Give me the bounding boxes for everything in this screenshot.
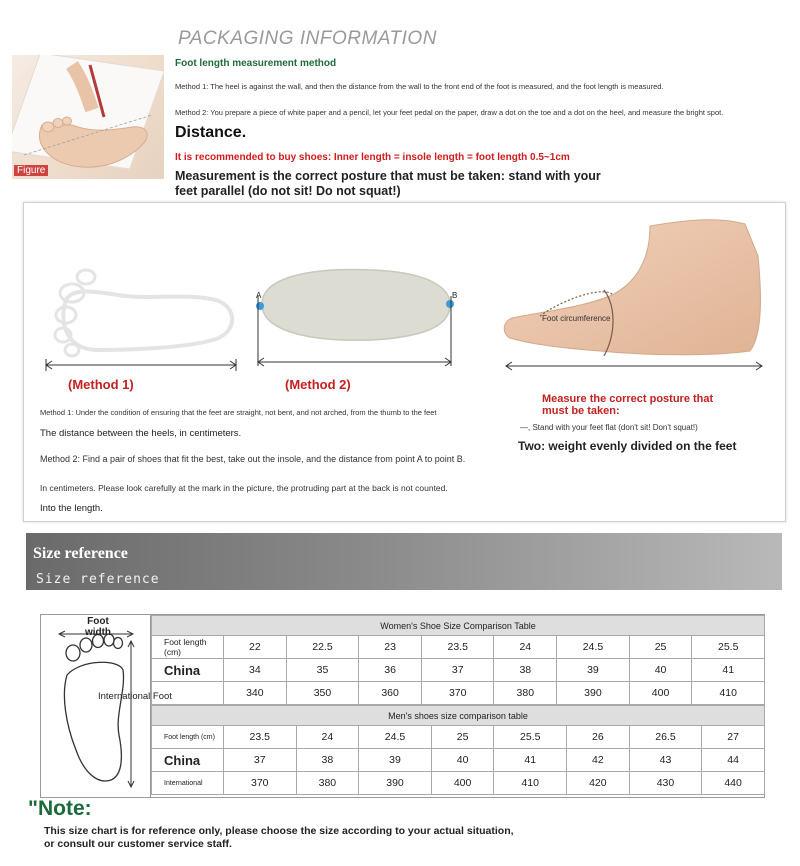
table-cell: 340: [224, 682, 287, 705]
table-cell: 24: [494, 636, 557, 659]
international-foot-label: International Foot: [98, 691, 172, 702]
size-reference-title: Size reference: [33, 545, 128, 562]
table-cell: 25: [431, 726, 494, 749]
table-cell: 23.5: [421, 636, 494, 659]
table-cell: 22.5: [286, 636, 359, 659]
size-reference-subtitle: Size reference: [36, 572, 160, 587]
table-cell: 34: [224, 659, 287, 682]
method2-label: (Method 2): [285, 377, 351, 392]
table-cell: 39: [557, 659, 630, 682]
table-cell: 23: [359, 636, 422, 659]
women-table-caption: Women's Shoe Size Comparison Table: [152, 616, 765, 636]
women-international-header: [152, 682, 224, 705]
table-cell: 430: [629, 772, 702, 795]
table-cell: 370: [421, 682, 494, 705]
method1-description: Method 1: Under the condition of ensuring that the feet are straight, not bent, and not arched, from the thumb to the feet: [40, 408, 437, 417]
table-cell: 38: [296, 749, 359, 772]
men-china-row: [152, 749, 765, 772]
into-length-text: Into the length.: [40, 503, 103, 514]
women-foot-length-row: [152, 636, 765, 659]
table-cell: 24: [296, 726, 359, 749]
table-cell: 25: [629, 636, 692, 659]
men-international-header: International: [152, 772, 224, 795]
table-cell: 40: [629, 659, 692, 682]
table-cell: 41: [494, 749, 567, 772]
table-cell: 42: [567, 749, 630, 772]
table-cell: 420: [567, 772, 630, 795]
women-caption-row: [152, 616, 765, 636]
women-international-row: [152, 682, 765, 705]
men-foot-length-header: Foot length (cm): [152, 726, 224, 749]
table-cell: 43: [629, 749, 702, 772]
method2-text: Method 2: You prepare a piece of white paper and a pencil, let your feet pedal on the paper, draw a dot on the toe and a dot on the heel, and measure the bright spot.: [175, 108, 724, 117]
foot-outline-icon: [41, 615, 151, 797]
table-cell: 37: [421, 659, 494, 682]
men-china-header: China: [152, 749, 224, 772]
table-cell: 26: [567, 726, 630, 749]
method1-label: (Method 1): [68, 377, 134, 392]
foot-photo-illustration: [12, 55, 164, 179]
point-b-label: B: [452, 291, 458, 300]
table-cell: 24.5: [557, 636, 630, 659]
table-cell: 360: [359, 682, 422, 705]
table-cell: 380: [494, 682, 557, 705]
table-cell: 380: [296, 772, 359, 795]
foot-outline-diagram: [41, 615, 151, 797]
women-foot-length-header: Foot length (cm): [152, 636, 224, 659]
table-cell: 23.5: [224, 726, 297, 749]
men-foot-length-row: [152, 726, 765, 749]
packaging-title: PACKAGING INFORMATION: [178, 28, 437, 49]
distance-heading: Distance.: [175, 124, 247, 141]
table-cell: 370: [224, 772, 297, 795]
figure-label: Figure: [14, 165, 48, 176]
measurement-method-title: Foot length measurement method: [175, 58, 337, 69]
note-text: This size chart is for reference only, please choose the size according to your actual situation, or consult our customer service staff.: [44, 825, 514, 850]
table-cell: 25.5: [692, 636, 765, 659]
women-china-header: China: [152, 659, 224, 682]
point-a-label: A: [256, 291, 262, 300]
table-cell: 25.5: [494, 726, 567, 749]
table-cell: 390: [557, 682, 630, 705]
stand-flat-text: —, Stand with your feet flat (don't sit! Don't squat!): [520, 423, 698, 432]
men-international-row: [152, 772, 765, 795]
women-size-table: [151, 615, 765, 705]
table-cell: 27: [702, 726, 765, 749]
table-cell: 26.5: [629, 726, 702, 749]
table-cell: 24.5: [359, 726, 432, 749]
centimeter-note: In centimeters. Please look carefully at the mark in the picture, the protruding part at the back is not counted.: [40, 483, 448, 493]
foot-width-label: Foot width: [84, 616, 112, 638]
foot-circumference-label: Foot circumference: [542, 314, 611, 323]
table-cell: 410: [692, 682, 765, 705]
women-china-row: [152, 659, 765, 682]
table-cell: 39: [359, 749, 432, 772]
method1-text: Method 1: The heel is against the wall, and then the distance from the wall to the front end of the foot is measured, and the foot length is measured.: [175, 82, 664, 91]
footprint-illustration: [38, 255, 243, 380]
table-cell: 400: [629, 682, 692, 705]
table-cell: 36: [359, 659, 422, 682]
table-cell: 410: [494, 772, 567, 795]
table-cell: 44: [702, 749, 765, 772]
table-cell: 38: [494, 659, 557, 682]
table-cell: 390: [359, 772, 432, 795]
insole-illustration: [252, 262, 462, 374]
posture-heading: Measure the correct posture that must be taken:: [542, 393, 714, 417]
posture-instruction: Measurement is the correct posture that must be taken: stand with your feet parallel (do not sit! Do not squat!): [175, 169, 601, 198]
table-cell: 35: [286, 659, 359, 682]
note-title: "Note:: [28, 797, 92, 820]
table-cell: 41: [692, 659, 765, 682]
table-cell: 440: [702, 772, 765, 795]
men-caption-row: [152, 706, 765, 726]
table-cell: 22: [224, 636, 287, 659]
table-cell: 350: [286, 682, 359, 705]
men-size-table: [151, 705, 765, 795]
weight-distribution-text: Two: weight evenly divided on the feet: [518, 439, 737, 453]
table-cell: 40: [431, 749, 494, 772]
men-table-caption: Men's shoes size comparison table: [152, 706, 765, 726]
table-cell: 37: [224, 749, 297, 772]
side-foot-illustration: [500, 216, 768, 376]
heel-distance-text: The distance between the heels, in centimeters.: [40, 428, 242, 439]
foot-measurement-photo: [12, 55, 164, 179]
method2-description: Method 2: Find a pair of shoes that fit the best, take out the insole, and the distance from point A to point B.: [40, 454, 466, 464]
shoe-recommendation: It is recommended to buy shoes: Inner length = insole length = foot length 0.5~1cm: [175, 152, 570, 163]
table-cell: 400: [431, 772, 494, 795]
